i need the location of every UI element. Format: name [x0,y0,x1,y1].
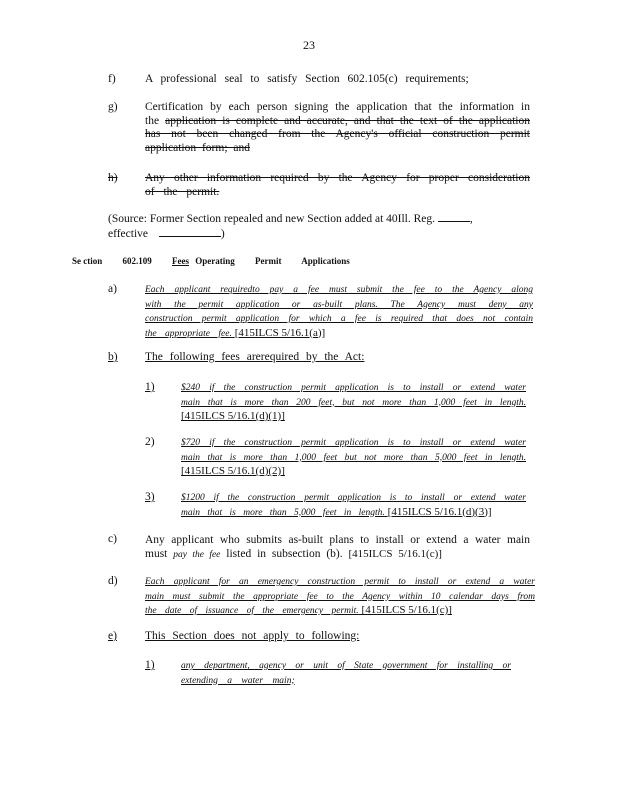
page-number: 23 [303,38,315,52]
subsection-c-marker: c) [108,533,117,545]
subsection-c-cite: [415ILCS 5/16.1(c)] [348,548,442,560]
item-g-marker: g) [108,101,118,113]
subsection-e1-marker: 1) [145,659,155,671]
section-label: Se ction [72,256,103,266]
subsection-a-cite: [415ILCS 5/16.1(a)] [234,326,326,339]
item-g-struck-text: application is complete and accurate, and that the text of the application has not been changed from the Agency's official construction permit application form; and [145,114,530,154]
section-heading [72,256,368,266]
source-note-comma: , [469,213,473,225]
subsection-e-text: This Section does not apply to following: [145,630,360,642]
source-note [108,212,548,242]
subsection-e1 [181,659,511,688]
register-volume-blank [438,221,470,222]
item-f-text: A professional seal to satisfy Section 602.105(c) requirements; [145,73,469,85]
source-note-paren: ) [220,228,225,240]
subsection-b3-marker: 3) [145,491,155,503]
subsection-b3 [181,491,526,520]
subsection-d-marker: d) [108,575,118,587]
item-g-line1: Certification by each person signing the application that the information in the [145,101,530,127]
subsection-b1-cite: [415ILCS 5/16.1(d)(1)] [181,410,285,422]
subsection-b1-text: $240 if the construction permit application is to install or extend water main that is more than 200 feet, but not more than 1,000 feet in length. [181,383,526,408]
subsection-b2-marker: 2) [145,436,155,448]
subsection-a [145,283,533,341]
section-title: Operating Permit Applications [195,256,350,266]
subsection-c-text: Any applicant who submits as-built plans to install or extend a water main must [145,534,530,560]
subsection-b2 [181,436,526,479]
section-number: 602.109 [122,256,152,266]
subsection-c-tail: listed in subsection (b). [226,548,343,560]
subsection-e-marker: e) [108,630,117,642]
subsection-d-text: Each applicant for an emergency construction permit to install or extend a water main must submit the appropriate fee to the Agency within 10 calendar days from the date of issuance of the emergency permit. [145,577,535,616]
subsection-d-cite: [415ILCS 5/16.1(c)] [361,604,452,616]
subsection-b3-text: $1200 if the construction permit application is to install or extend water main that is more than 5,000 feet in length. [181,493,526,518]
subsection-c [145,533,530,563]
subsection-b2-text: $720 if the construction permit application is to install or extend water main that is more than 1,000 feet but not more than 5,000 feet in length. [181,438,526,463]
source-note-effective: effective [108,228,149,240]
item-g-text [145,101,530,155]
item-h-struck-text: Any other information required by the Agency for proper consideration of the permit. [145,172,530,198]
effective-date-blank [159,236,221,237]
subsection-c-italic: pay the fee [173,550,221,560]
subsection-a-text: Each applicant requiredto pay a fee must submit the fee to the Agency along with the permit application or as-built plans. The Agency must deny any construction permit application for which a fee is required that does not contain the appropriate fee. [145,285,533,339]
subsection-b2-cite: [415ILCS 5/16.1(d)(2)] [181,465,285,477]
subsection-b1-marker: 1) [145,381,155,393]
subsection-b1 [181,381,526,424]
section-title-fees: Fees [172,256,189,266]
item-h-marker: h) [108,172,118,184]
subsection-b-text: The following fees arerequired by the Act: [145,351,365,363]
subsection-e1-text: any department, agency or unit of State government for installing or extending a water main; [181,661,511,686]
item-f-marker: f) [108,73,116,85]
subsection-a-marker: a) [108,283,117,295]
subsection-b3-cite: [415ILCS 5/16.1(d)(3)] [387,505,492,518]
subsection-b-marker: b) [108,351,118,363]
source-note-line1: (Source: Former Section repealed and new Section added at 40Ill. Reg. [108,213,436,225]
subsection-d [145,575,535,619]
